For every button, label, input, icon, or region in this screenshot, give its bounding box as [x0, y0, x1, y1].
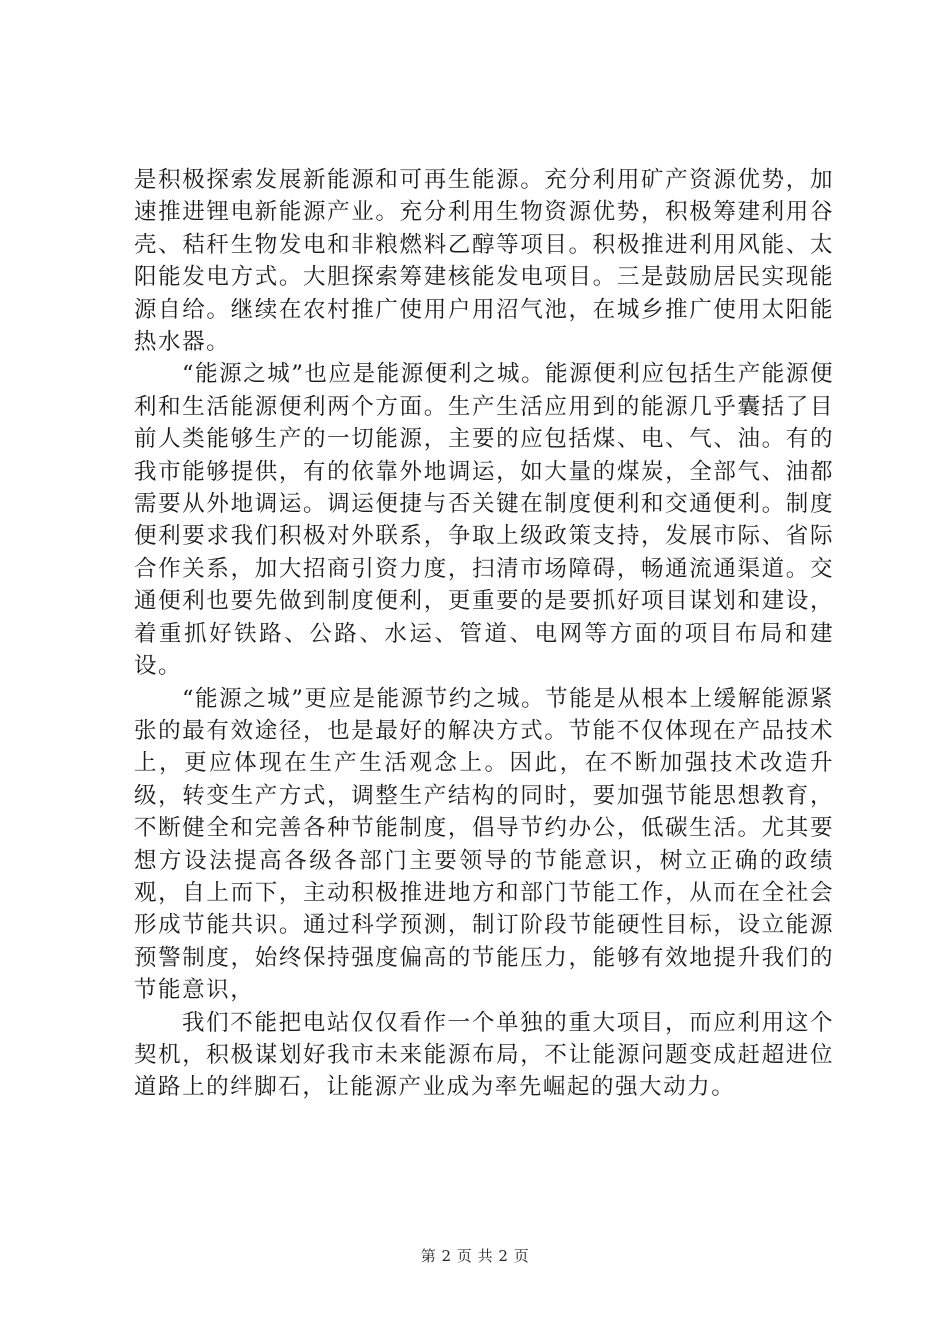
paragraph-conclusion: 我们不能把电站仅仅看作一个单独的重大项目，而应利用这个契机，积极谋划好我市未来能源布局，不让能源问题变成赶超进位道路上的绊脚石，让能源产业成为率先崛起的强大动力。	[134, 1009, 834, 1101]
paragraph-energy-saving: “能源之城”更应是能源节约之城。节能是从根本上缓解能源紧张的最有效途径，也是最好的解决方式。节能不仅体现在产品技术上，更应体现在生产生活观念上。因此，在不断加强技术改造升级，转变生产方式，调整生产结构的同时，要加强节能思想教育，不断健全和完善各种节能制度，倡导节约办公，低碳生活。尤其要想方设法提高各级各部门主要领导的节能意识，树立正确的政绩观，自上而下，主动积极推进地方和部门节能工作，从而在全社会形成节能共识。通过科学预测，制订阶段节能硬性目标，设立能源预警制度，始终保持强度偏高的节能压力，能够有效地提升我们的节能意识，	[134, 685, 834, 1004]
paragraph-energy-convenience: “能源之城”也应是能源便利之城。能源便利应包括生产能源便利和生活能源便利两个方面。生产生活应用到的能源几乎囊括了目前人类能够生产的一切能源，主要的应包括煤、电、气、油。有的我市能够提供，有的依靠外地调运，如大量的煤炭，全部气、油都需要从外地调运。调运便捷与否关键在制度便利和交通便利。制度便利要求我们积极对外联系，争取上级政策支持，发展市际、省际合作关系，加大招商引资力度，扫清市场障碍，畅通流通渠道。交通便利也要先做到制度便利，更重要的是要抓好项目谋划和建设，着重抓好铁路、公路、水运、管道、电网等方面的项目布局和建设。	[134, 361, 834, 680]
document-body	[134, 164, 834, 1104]
paragraph-continuation: 是积极探索发展新能源和可再生能源。充分利用矿产资源优势，加速推进锂电新能源产业。充分利用生物资源优势，积极筹建利用谷壳、秸秆生物发电和非粮燃料乙醇等项目。积极推进利用风能、太阳能发电方式。大胆探索筹建核能发电项目。三是鼓励居民实现能源自给。继续在农村推广使用户用沼气池，在城乡推广使用太阳能热水器。	[134, 167, 834, 356]
page-number-footer: 第 2 页 共 2 页	[420, 1247, 530, 1265]
